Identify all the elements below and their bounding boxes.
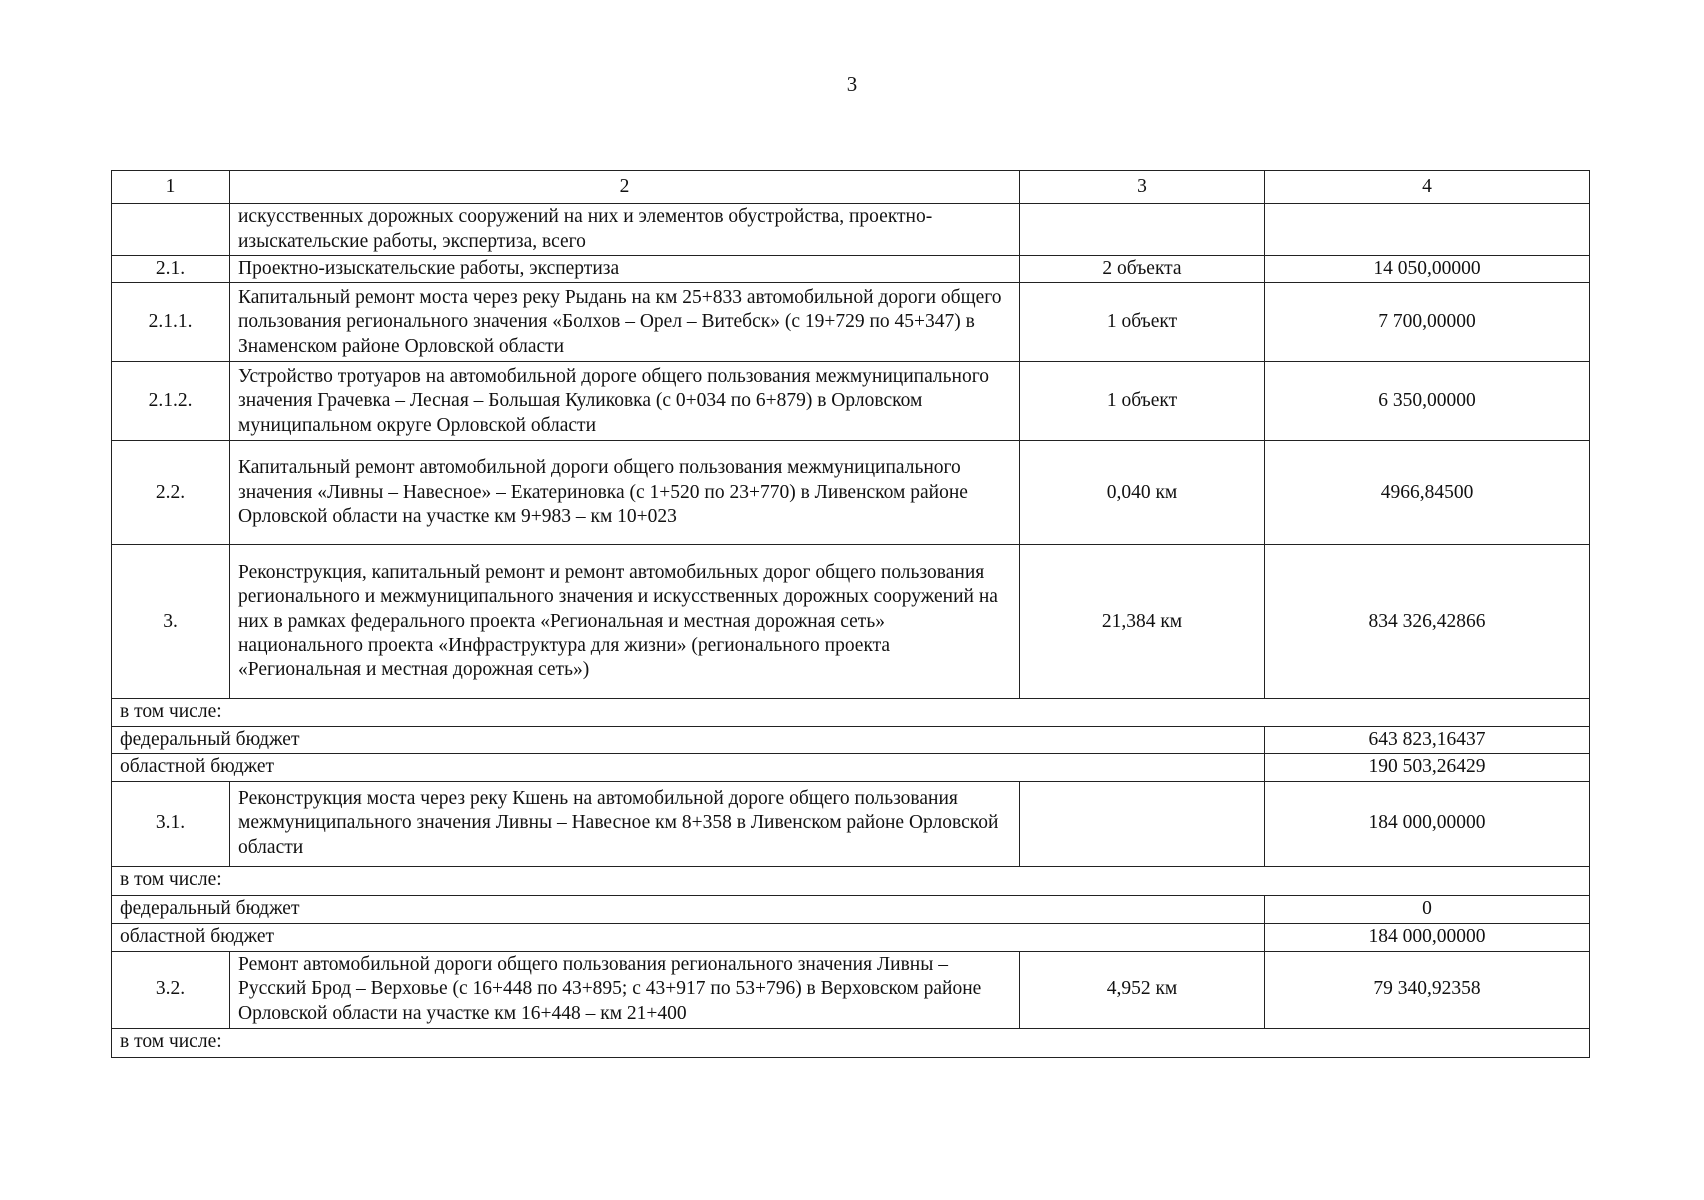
budget-row (112, 726, 1590, 753)
including-row (112, 1028, 1590, 1057)
row-quantity: 2 объекта (1020, 256, 1265, 283)
row-amount: 79 340,92358 (1265, 951, 1590, 1028)
table-row (112, 362, 1590, 441)
row-amount: 6 350,00000 (1265, 362, 1590, 441)
regional-budget-amount: 184 000,00000 (1265, 923, 1590, 951)
row-quantity: 21,384 км (1020, 545, 1265, 699)
budget-row (112, 923, 1590, 951)
row-description: искусственных дорожных сооружений на них и элементов обустройства, проектно-изыскательские работы, экспертиза, всего (230, 204, 1020, 256)
row-quantity: 1 объект (1020, 362, 1265, 441)
including-row (112, 866, 1590, 895)
table-row (112, 781, 1590, 866)
budget-table (111, 170, 1590, 1058)
row-amount: 834 326,42866 (1265, 545, 1590, 699)
header-col-2: 2 (230, 171, 1020, 204)
row-number (112, 204, 230, 256)
budget-row (112, 895, 1590, 923)
row-number: 3.1. (112, 781, 230, 866)
header-col-4: 4 (1265, 171, 1590, 204)
row-number: 3. (112, 545, 230, 699)
federal-budget-label: федеральный бюджет (112, 895, 1265, 923)
row-number: 2.1.2. (112, 362, 230, 441)
row-description: Капитальный ремонт моста через реку Рыдань на км 25+833 автомобильной дороги общего пользования регионального значения «Болхов – Орел – Витебск» (с 19+729 по 45+347) в Знаменском районе Орловской области (230, 283, 1020, 362)
table-header-row (112, 171, 1590, 204)
row-amount: 184 000,00000 (1265, 781, 1590, 866)
table-row (112, 204, 1590, 256)
row-description: Проектно-изыскательские работы, экспертиза (230, 256, 1020, 283)
header-col-3: 3 (1020, 171, 1265, 204)
federal-budget-amount: 0 (1265, 895, 1590, 923)
row-quantity: 0,040 км (1020, 441, 1265, 545)
row-number: 3.2. (112, 951, 230, 1028)
row-description: Реконструкция, капитальный ремонт и ремонт автомобильных дорог общего пользования регионального и межмуниципального значения и искусственных дорожных сооружений на них в рамках федерального проекта «Региональная и местная дорожная сеть» национального проекта «Инфраструктура для жизни» (регионального проекта «Региональная и местная дорожная сеть») (230, 545, 1020, 699)
row-amount: 14 050,00000 (1265, 256, 1590, 283)
table-row (112, 283, 1590, 362)
row-amount: 4966,84500 (1265, 441, 1590, 545)
budget-row (112, 754, 1590, 781)
row-description: Устройство тротуаров на автомобильной дороге общего пользования межмуниципального значения Грачевка – Лесная – Большая Куликовка (с 0+034 по 6+879) в Орловском муниципальном округе Орловской области (230, 362, 1020, 441)
table-row (112, 951, 1590, 1028)
page-number: 3 (846, 72, 858, 96)
row-description: Ремонт автомобильной дороги общего пользования регионального значения Ливны – Русский Брод – Верховье (с 16+448 по 43+895; с 43+917 по 53+796) в Верховском районе Орловской области на участке км 16+448 – км 21+400 (230, 951, 1020, 1028)
row-quantity (1020, 781, 1265, 866)
federal-budget-label: федеральный бюджет (112, 726, 1265, 753)
table-row (112, 441, 1590, 545)
row-amount: 7 700,00000 (1265, 283, 1590, 362)
row-quantity: 1 объект (1020, 283, 1265, 362)
including-row (112, 699, 1590, 726)
table-row (112, 256, 1590, 283)
table-row (112, 545, 1590, 699)
row-amount (1265, 204, 1590, 256)
row-quantity (1020, 204, 1265, 256)
regional-budget-amount: 190 503,26429 (1265, 754, 1590, 781)
row-number: 2.1. (112, 256, 230, 283)
row-number: 2.1.1. (112, 283, 230, 362)
regional-budget-label: областной бюджет (112, 754, 1265, 781)
federal-budget-amount: 643 823,16437 (1265, 726, 1590, 753)
regional-budget-label: областной бюджет (112, 923, 1265, 951)
row-number: 2.2. (112, 441, 230, 545)
header-col-1: 1 (112, 171, 230, 204)
including-label: в том числе: (112, 699, 1590, 726)
row-description: Капитальный ремонт автомобильной дороги общего пользования межмуниципального значения «Ливны – Навесное» – Екатериновка (с 1+520 по 23+770) в Ливенском районе Орловской области на участке км 9+983 – км 10+023 (230, 441, 1020, 545)
including-label: в том числе: (112, 1028, 1590, 1057)
row-description: Реконструкция моста через реку Кшень на автомобильной дороге общего пользования межмуниципального значения Ливны – Навесное км 8+358 в Ливенском районе Орловской области (230, 781, 1020, 866)
including-label: в том числе: (112, 866, 1590, 895)
row-quantity: 4,952 км (1020, 951, 1265, 1028)
